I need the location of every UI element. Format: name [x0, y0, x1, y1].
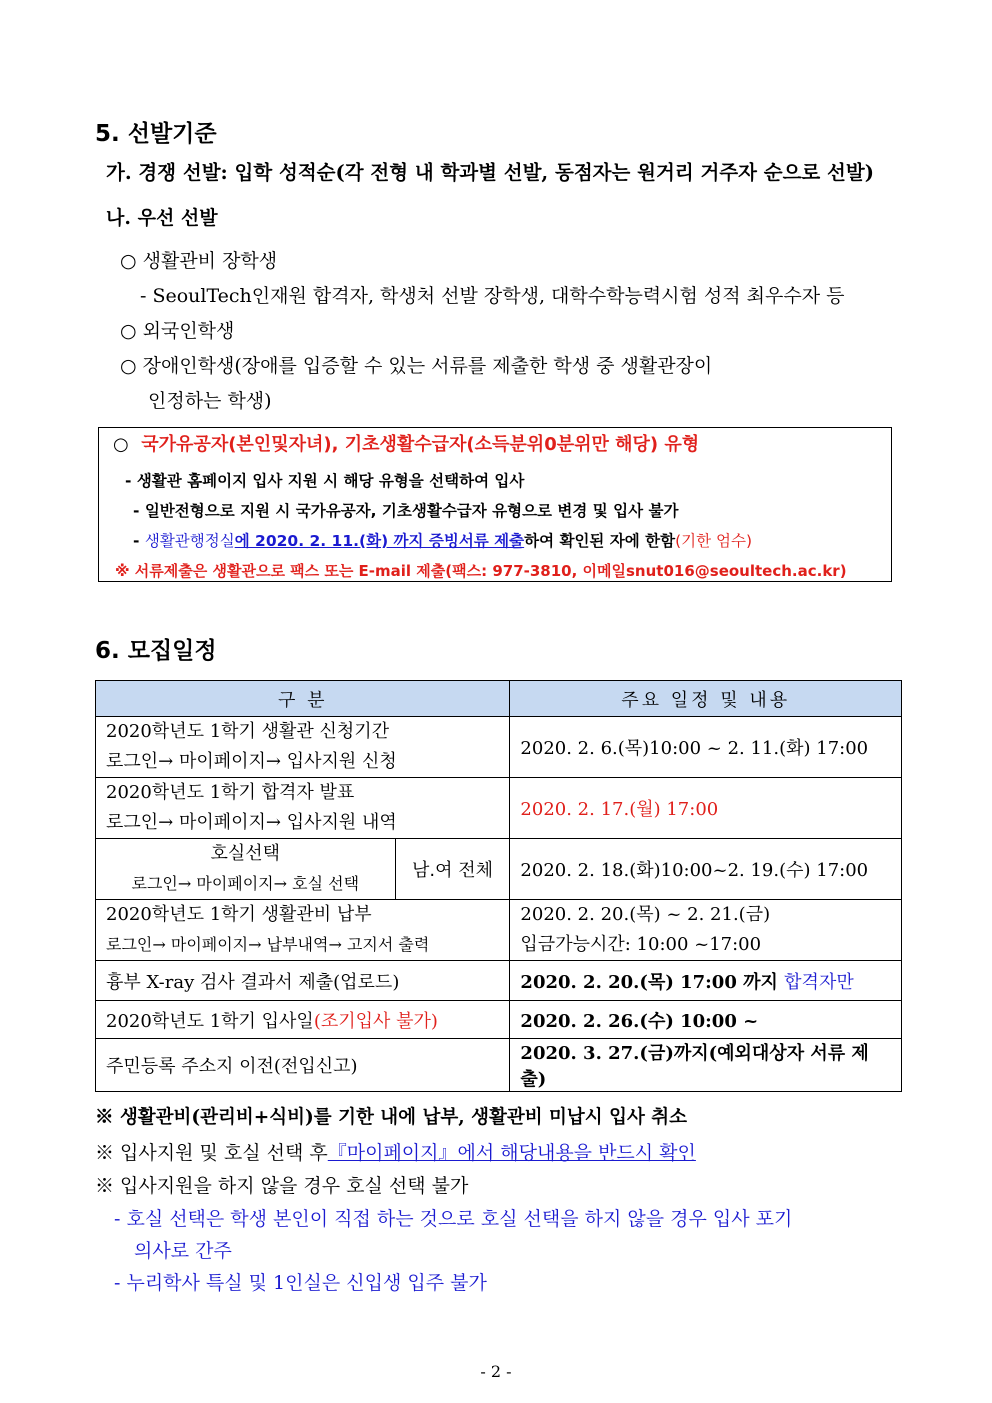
row-date: 2020. 2. 17.(월) 17:00	[510, 778, 902, 839]
note: 의사로 간주	[134, 1240, 232, 1262]
table-header: 주요 일정 및 내용	[510, 681, 902, 717]
table-row	[96, 778, 902, 839]
row-sub: 로그인→ 마이페이지→ 입사지원 내역	[106, 812, 397, 833]
table-row	[96, 1001, 902, 1039]
note: ※ 생활관비(관리비+식비)를 기한 내에 납부, 생활관비 미납시 입사 취소	[95, 1107, 687, 1128]
table-row	[96, 900, 902, 961]
row-title: 2020학년도 1학기 입사일(조기입사 불가)	[96, 1001, 510, 1039]
priority-item: ○ 외국인학생	[120, 320, 235, 342]
row-target: 남.여 전체	[395, 839, 510, 900]
row-sub: 로그인→ 마이페이지→ 입사지원 신청	[106, 751, 397, 772]
page-number: - 2 -	[480, 1362, 512, 1381]
priority-item: 인정하는 학생)	[148, 390, 272, 412]
priority-item: ○ 생활관비 장학생	[120, 250, 278, 272]
note: ※ 입사지원을 하지 않을 경우 호실 선택 불가	[95, 1175, 469, 1197]
row-date: 2020. 2. 6.(목)10:00 ~ 2. 11.(화) 17:00	[510, 717, 902, 778]
table-row	[96, 1039, 902, 1092]
row-time: 입금가능시간: 10:00 ~17:00	[520, 934, 762, 955]
criteria-ga: 가. 경쟁 선발: 입학 성적순(각 전형 내 학과별 선발, 동점자는 원거리 거주자 순으로 선발)	[106, 161, 874, 184]
section-5-title: 5. 선발기준	[95, 121, 217, 147]
row-date: 2020. 2. 20.(목) 17:00 까지 합격자만	[510, 961, 902, 1001]
table-row	[96, 717, 902, 778]
schedule-table	[95, 680, 902, 1092]
row-title: 2020학년도 1학기 생활관 신청기간	[106, 721, 390, 742]
notice-box	[98, 427, 892, 582]
note: ※ 입사지원 및 호실 선택 후『마이페이지』에서 해당내용을 반드시 확인	[95, 1142, 696, 1164]
notice-line: - 일반전형으로 지원 시 국가유공자, 기초생활수급자 유형으로 변경 및 입사 불가	[133, 502, 679, 520]
row-date: 2020. 3. 27.(금)까지(예외대상자 서류 제출)	[510, 1039, 902, 1092]
row-title: 2020학년도 1학기 합격자 발표	[106, 782, 355, 803]
row-title: 2020학년도 1학기 생활관비 납부	[106, 904, 372, 925]
row-sub: 로그인→ 마이페이지→ 납부내역→ 고지서 출력	[106, 935, 430, 954]
notice-submission: ※ 서류제출은 생활관으로 팩스 또는 E-mail 제출(팩스: 977-3810, 이메일snut016@seoultech.ac.kr)	[115, 562, 847, 580]
note: - 누리학사 특실 및 1인실은 신입생 입주 불가	[114, 1272, 487, 1294]
section-6-title: 6. 모집일정	[95, 638, 217, 664]
notice-box-title: ○ 국가유공자(본인및자녀), 기초생활수급자(소득분위0분위만 해당) 유형	[113, 434, 700, 455]
notice-line: - 생활관 홈페이지 입사 지원 시 해당 유형을 선택하여 입사	[125, 472, 525, 490]
note: - 호실 선택은 학생 본인이 직접 하는 것으로 호실 선택을 하지 않을 경우 입사 포기	[114, 1208, 793, 1230]
table-row	[96, 961, 902, 1001]
row-title: 호실선택	[210, 843, 281, 864]
criteria-na: 나. 우선 선발	[106, 207, 218, 229]
row-date: 2020. 2. 26.(수) 10:00 ~	[510, 1001, 902, 1039]
table-row	[96, 839, 902, 900]
row-sub: 로그인→ 마이페이지→ 호실 선택	[131, 874, 360, 893]
row-title: 흉부 X-ray 검사 결과서 제출(업로드)	[96, 961, 510, 1001]
row-title: 주민등록 주소지 이전(전입신고)	[96, 1039, 510, 1092]
priority-item: ○ 장애인학생(장애를 입증할 수 있는 서류를 제출한 학생 중 생활관장이	[120, 355, 713, 377]
table-header: 구 분	[96, 681, 510, 717]
row-date: 2020. 2. 18.(화)10:00~2. 19.(수) 17:00	[510, 839, 902, 900]
row-date: 2020. 2. 20.(목) ~ 2. 21.(금)	[520, 904, 771, 925]
notice-line: - 생활관행정실에 2020. 2. 11.(화) 까지 증빙서류 제출하여 확인된 자에 한함(기한 엄수)	[133, 532, 752, 550]
priority-item: - SeoulTech인재원 합격자, 학생처 선발 장학생, 대학수학능력시험 성적 최우수자 등	[140, 285, 845, 307]
